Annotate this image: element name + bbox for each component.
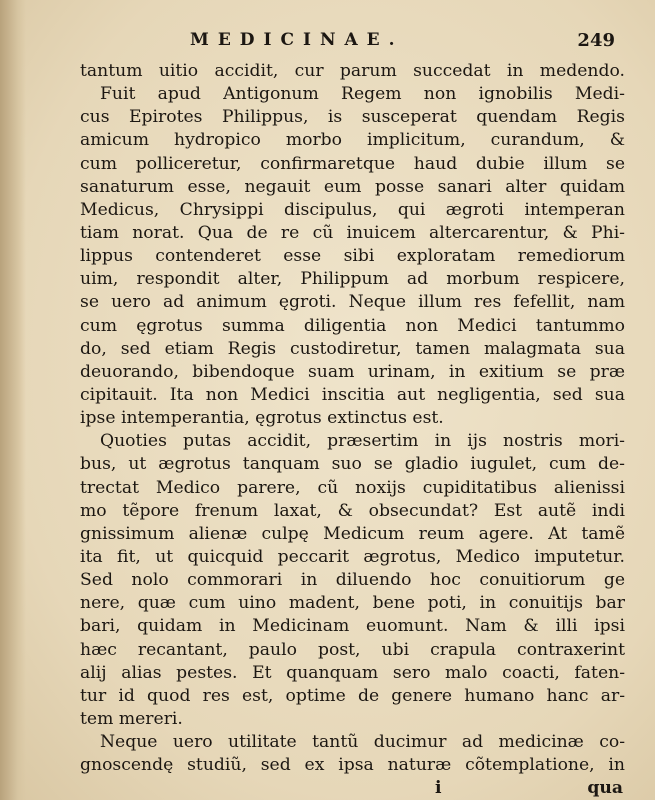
text-line: se uero ad animum ęgroti. Neque illum res fefellit, nam <box>80 292 625 313</box>
text-line: Quoties putas accidit, præsertim in ijs nostris mori- <box>100 431 625 452</box>
text-line: Neque uero utilitate tantũ ducimur ad medicinæ co- <box>100 732 625 753</box>
text-line: trectat Medico parere, cũ noxijs cupiditatibus alienissi <box>80 477 625 498</box>
text-line: Medicus, Chrysippi discipulus, qui ægroti intemperan <box>80 199 625 220</box>
page-footer <box>80 777 625 800</box>
text-line: Fuit apud Antigonum Regem non ignobilis Medi- <box>100 84 625 105</box>
text-line: do, sed etiam Regis custodiretur, tamen malagmata sua <box>80 338 625 359</box>
text-line: lippus contenderet esse sibi exploratam remediorum <box>80 246 625 267</box>
text-line: nere, quæ cum uino madent, bene poti, in conuitijs bar <box>80 593 625 614</box>
text-line: gnoscendę studiũ, sed ex ipsa naturæ cõtemplatione, in <box>80 755 625 776</box>
text-line: alij alias pestes. Et quanquam sero malo coacti, faten- <box>80 662 625 683</box>
text-line: tantum uitio accidit, cur parum succedat in medendo. <box>80 61 625 81</box>
page-header <box>80 30 615 58</box>
text-line: tiam norat. Qua de re cũ inuicem altercarentur, & Phi- <box>80 222 625 243</box>
text-line: tur id quod res est, optime de genere humano hanc ar- <box>80 685 625 706</box>
text-line: cum ęgrotus summa diligentia non Medici tantummo <box>80 315 625 336</box>
text-line: ipse intemperantia, ęgrotus extinctus est. <box>80 408 444 429</box>
text-line: ita fit, ut quicquid peccarit ægrotus, Medico imputetur. <box>80 546 625 567</box>
text-line: cum polliceretur, confirmaretque haud dubie illum se <box>80 153 625 174</box>
text-line: cus Epirotes Philippus, is susceperat quendam Regis <box>80 107 625 128</box>
text-block <box>80 60 625 800</box>
text-line: Sed nolo commorari in diluendo hoc conuitiorum ge <box>80 570 625 591</box>
running-head: MEDICINAE. <box>190 30 404 50</box>
signature-mark: i <box>435 778 442 799</box>
text-line: hæc recantant, paulo post, ubi crapula contraxerint <box>80 639 625 660</box>
text-line: uim, respondit alter, Philippum ad morbum respicere, <box>80 269 625 290</box>
text-line: bari, quidam in Medicinam euomunt. Nam & illi ipsi <box>80 616 625 637</box>
page-gutter-shadow <box>0 0 26 800</box>
text-line: amicum hydropico morbo implicitum, curandum, & <box>80 130 625 151</box>
text-line: tem mereri. <box>80 708 183 729</box>
page-number: 249 <box>577 30 615 51</box>
catchword: qua <box>587 778 623 799</box>
text-line: bus, ut ægrotus tanquam suo se gladio iugulet, cum de- <box>80 454 625 475</box>
text-line: sanaturum esse, negauit eum posse sanari alter quidam <box>80 176 625 197</box>
text-line: gnissimum alienæ culpę Medicum reum agere. At tamẽ <box>80 523 625 544</box>
text-line: deuorando, bibendoque suam urinam, in exitium se præ <box>80 361 625 382</box>
text-line: cipitauit. Ita non Medici inscitia aut negligentia, sed sua <box>80 384 625 405</box>
text-line: mo tẽpore frenum laxat, & obsecundat? Est autẽ indi <box>80 500 625 521</box>
